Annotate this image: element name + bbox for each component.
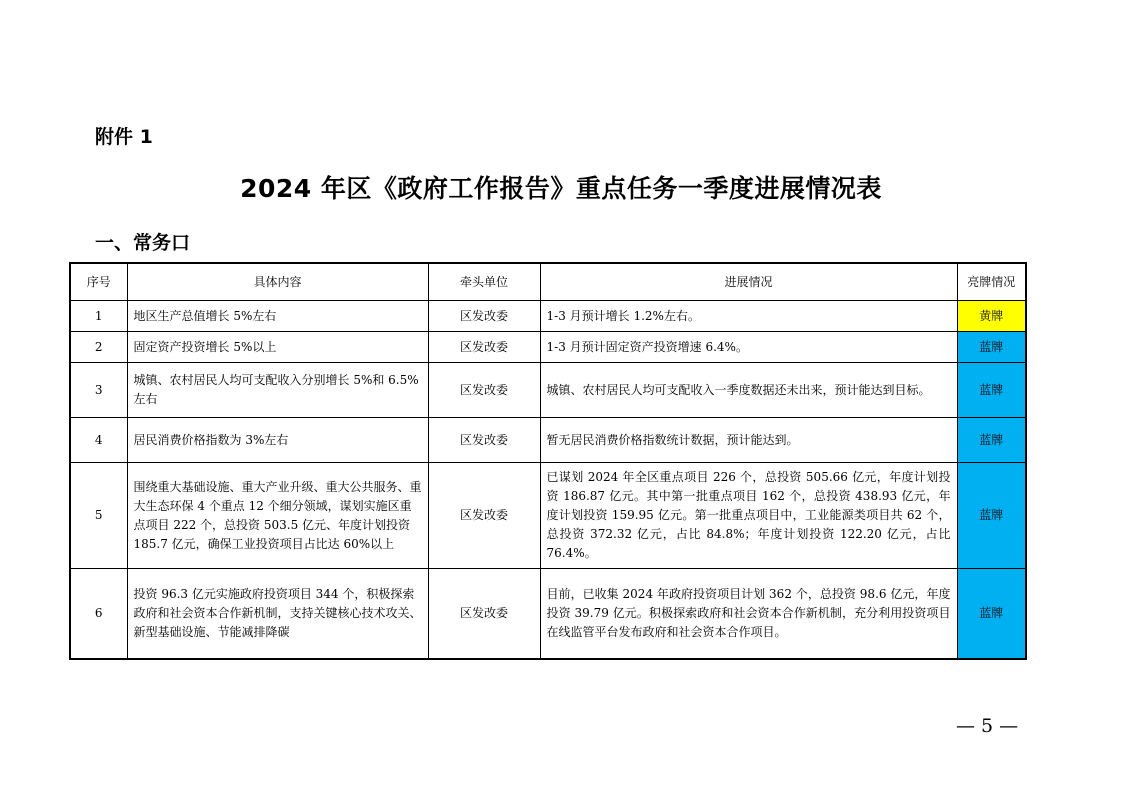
row-content: 地区生产总值增长 5%左右 [127, 301, 428, 332]
table-row [70, 301, 1026, 332]
row-lead-unit: 区发改委 [428, 332, 540, 363]
page-title: 2024 年区《政府工作报告》重点任务一季度进展情况表 [240, 174, 882, 203]
table-row [70, 332, 1026, 363]
row-progress: 目前，已收集 2024 年政府投资项目计划 362 个，总投资 98.6 亿元，年度投资 39.79 亿元。积极探索政府和社会资本合作新机制，充分利用投资项目在线监管平台发布政府和社会资本合作项目。 [540, 569, 957, 659]
row-content: 围绕重大基础设施、重大产业升级、重大公共服务、重大生态环保 4 个重点 12 个细分领域，谋划实施区重点项目 222 个，总投资 503.5 亿元、年度计划投资 185.7 亿元，确保工业投资项目占比达 60%以上 [127, 463, 428, 569]
row-no: 1 [70, 301, 127, 332]
status-badge: 蓝牌 [957, 463, 1026, 569]
table-row [70, 363, 1026, 418]
row-lead-unit: 区发改委 [428, 569, 540, 659]
table-row [70, 463, 1026, 569]
row-lead-unit: 区发改委 [428, 363, 540, 418]
header-no: 序号 [70, 263, 127, 301]
status-badge: 蓝牌 [957, 332, 1026, 363]
status-badge: 蓝牌 [957, 363, 1026, 418]
page-number: — 5 — [956, 715, 1019, 737]
table-row [70, 418, 1026, 463]
row-content: 固定资产投资增长 5%以上 [127, 332, 428, 363]
section-heading: 一、常务口 [95, 232, 191, 254]
progress-table [69, 262, 1027, 660]
row-lead-unit: 区发改委 [428, 301, 540, 332]
row-progress: 已谋划 2024 年全区重点项目 226 个，总投资 505.66 亿元，年度计划投资 186.87 亿元。其中第一批重点项目 162 个，总投资 438.93 亿元，年度计划投资 159.95 亿元。第一批重点项目中，工业能源类项目共 62 个，总投资 372.32 亿元，占比 84.8%；年度计划投资 122.20 亿元，占比 76.4%。 [540, 463, 957, 569]
row-content: 城镇、农村居民人均可支配收入分别增长 5%和 6.5%左右 [127, 363, 428, 418]
row-progress: 1-3 月预计固定资产投资增速 6.4%。 [540, 332, 957, 363]
row-content: 投资 96.3 亿元实施政府投资项目 344 个，积极探索政府和社会资本合作新机制，支持关键核心技术攻关、新型基础设施、节能减排降碳 [127, 569, 428, 659]
row-no: 3 [70, 363, 127, 418]
row-content: 居民消费价格指数为 3%左右 [127, 418, 428, 463]
status-badge: 黄牌 [957, 301, 1026, 332]
row-lead-unit: 区发改委 [428, 418, 540, 463]
table-header-row [70, 263, 1026, 301]
status-badge: 蓝牌 [957, 418, 1026, 463]
attachment-label: 附件 1 [95, 126, 153, 148]
row-no: 6 [70, 569, 127, 659]
row-no: 5 [70, 463, 127, 569]
header-lead: 牵头单位 [428, 263, 540, 301]
status-badge: 蓝牌 [957, 569, 1026, 659]
row-progress: 1-3 月预计增长 1.2%左右。 [540, 301, 957, 332]
row-progress: 暂无居民消费价格指数统计数据，预计能达到。 [540, 418, 957, 463]
table-row [70, 569, 1026, 659]
row-progress: 城镇、农村居民人均可支配收入一季度数据还未出来，预计能达到目标。 [540, 363, 957, 418]
row-no: 4 [70, 418, 127, 463]
header-content: 具体内容 [127, 263, 428, 301]
row-lead-unit: 区发改委 [428, 463, 540, 569]
row-no: 2 [70, 332, 127, 363]
header-progress: 进展情况 [540, 263, 957, 301]
header-status: 亮牌情况 [957, 263, 1026, 301]
